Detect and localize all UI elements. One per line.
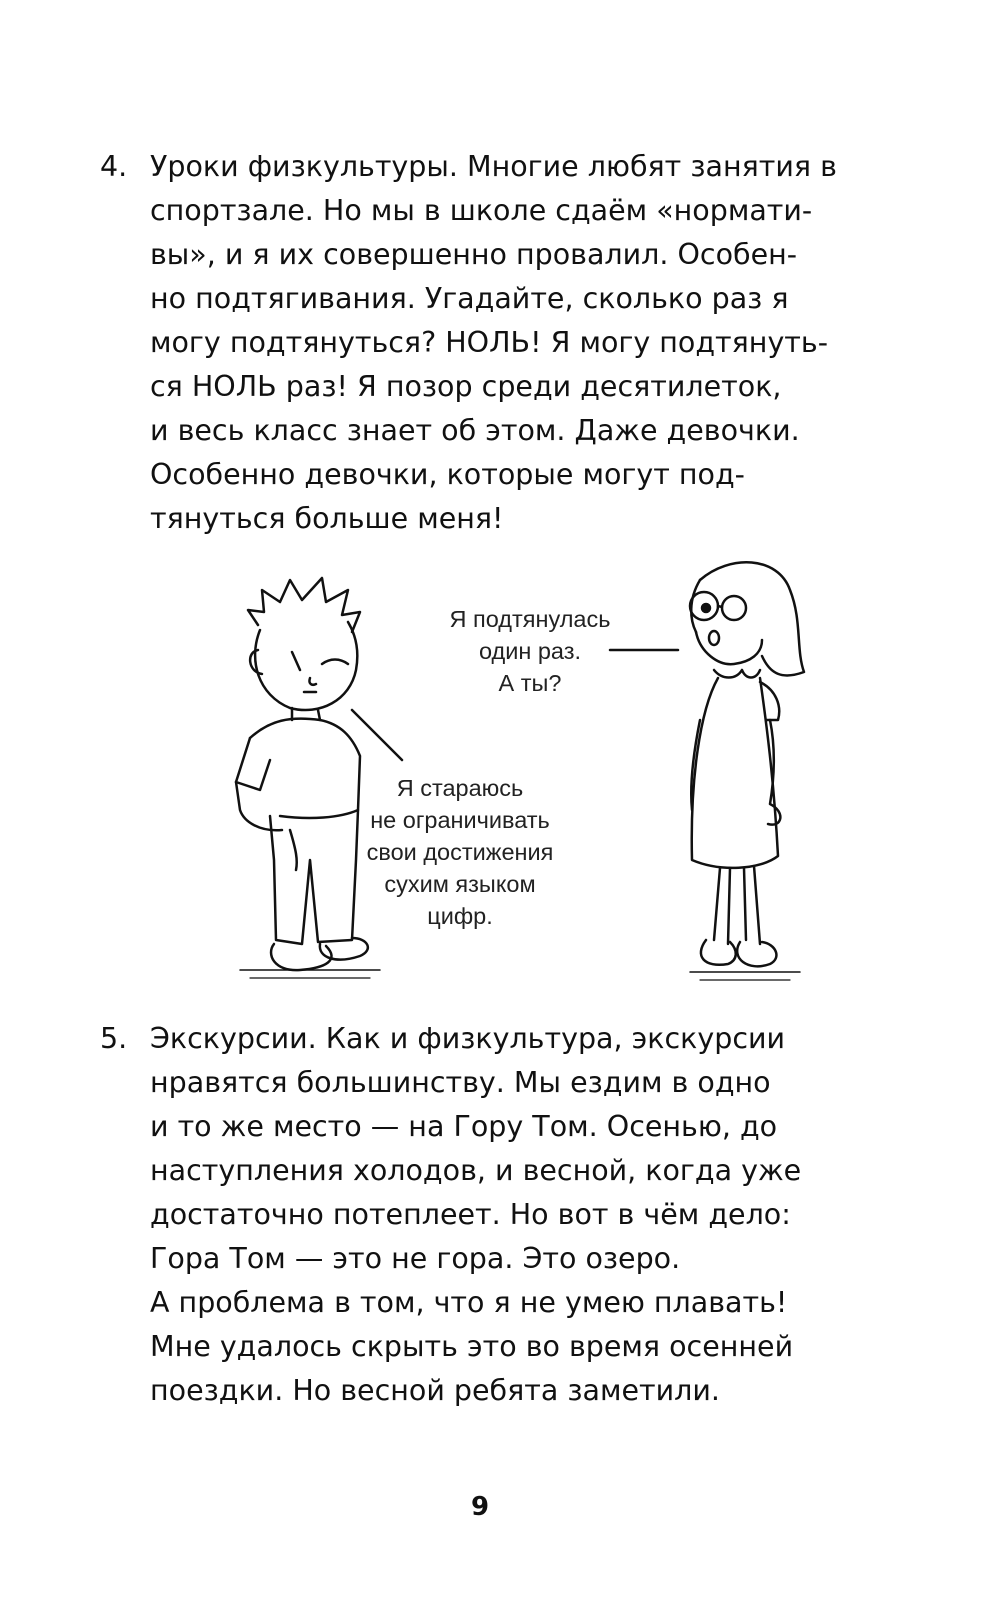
text-line: но подтягивания. Угадайте, сколько раз я bbox=[150, 282, 789, 315]
text-line: могу подтянуться? НОЛЬ! Я могу подтянуть- bbox=[150, 326, 828, 359]
list-item-5 bbox=[100, 1022, 860, 1422]
text-line: Мне удалось скрыть это во время осенней bbox=[150, 1330, 794, 1363]
text-line: нравятся большинству. Мы ездим в одно bbox=[150, 1066, 771, 1099]
text-line: А проблема в том, что я не умею плавать! bbox=[150, 1286, 788, 1319]
text-line: и весь класс знает об этом. Даже девочки. bbox=[150, 414, 800, 447]
text-line: наступления холодов, и весной, когда уже bbox=[150, 1154, 802, 1187]
item-number: 4. bbox=[100, 150, 128, 183]
text-line: ся НОЛЬ раз! Я позор среди десятилеток, bbox=[150, 370, 782, 403]
page-number: 9 bbox=[470, 1492, 490, 1522]
speech-line: не ограничивать bbox=[370, 807, 550, 833]
speech-line: цифр. bbox=[427, 903, 493, 929]
text-line: достаточно потеплеет. Но вот в чём дело: bbox=[150, 1198, 791, 1231]
girl-figure bbox=[690, 562, 804, 980]
item-number: 5. bbox=[100, 1022, 128, 1055]
text-line: Особенно девочки, которые могут под- bbox=[150, 458, 745, 491]
speech-line: Я стараюсь bbox=[396, 775, 524, 801]
girl-speech bbox=[430, 603, 630, 699]
speech-line: сухим языком bbox=[384, 871, 536, 897]
text-line: вы», и я их совершенно провалил. Особен- bbox=[150, 238, 798, 271]
text-line: поездки. Но весной ребята заметили. bbox=[150, 1374, 720, 1407]
text-line: Гора Том — это не гора. Это озеро. bbox=[150, 1242, 681, 1275]
text-line: спортзале. Но мы в школе сдаём «нормати- bbox=[150, 194, 813, 227]
text-line: тянуться больше меня! bbox=[150, 502, 504, 535]
speech-line: А ты? bbox=[498, 670, 562, 696]
boy-speech bbox=[350, 772, 570, 932]
text-line: Уроки физкультуры. Многие любят занятия в bbox=[150, 150, 837, 183]
speech-line: один раз. bbox=[478, 638, 582, 664]
speech-line: свои достижения bbox=[366, 839, 554, 865]
text-line: и то же место — на Гору Том. Осенью, до bbox=[150, 1110, 778, 1143]
list-item-4 bbox=[100, 150, 860, 550]
text-line: Экскурсии. Как и физкультура, экскурсии bbox=[150, 1022, 786, 1055]
speech-line: Я подтянулась bbox=[449, 606, 611, 632]
